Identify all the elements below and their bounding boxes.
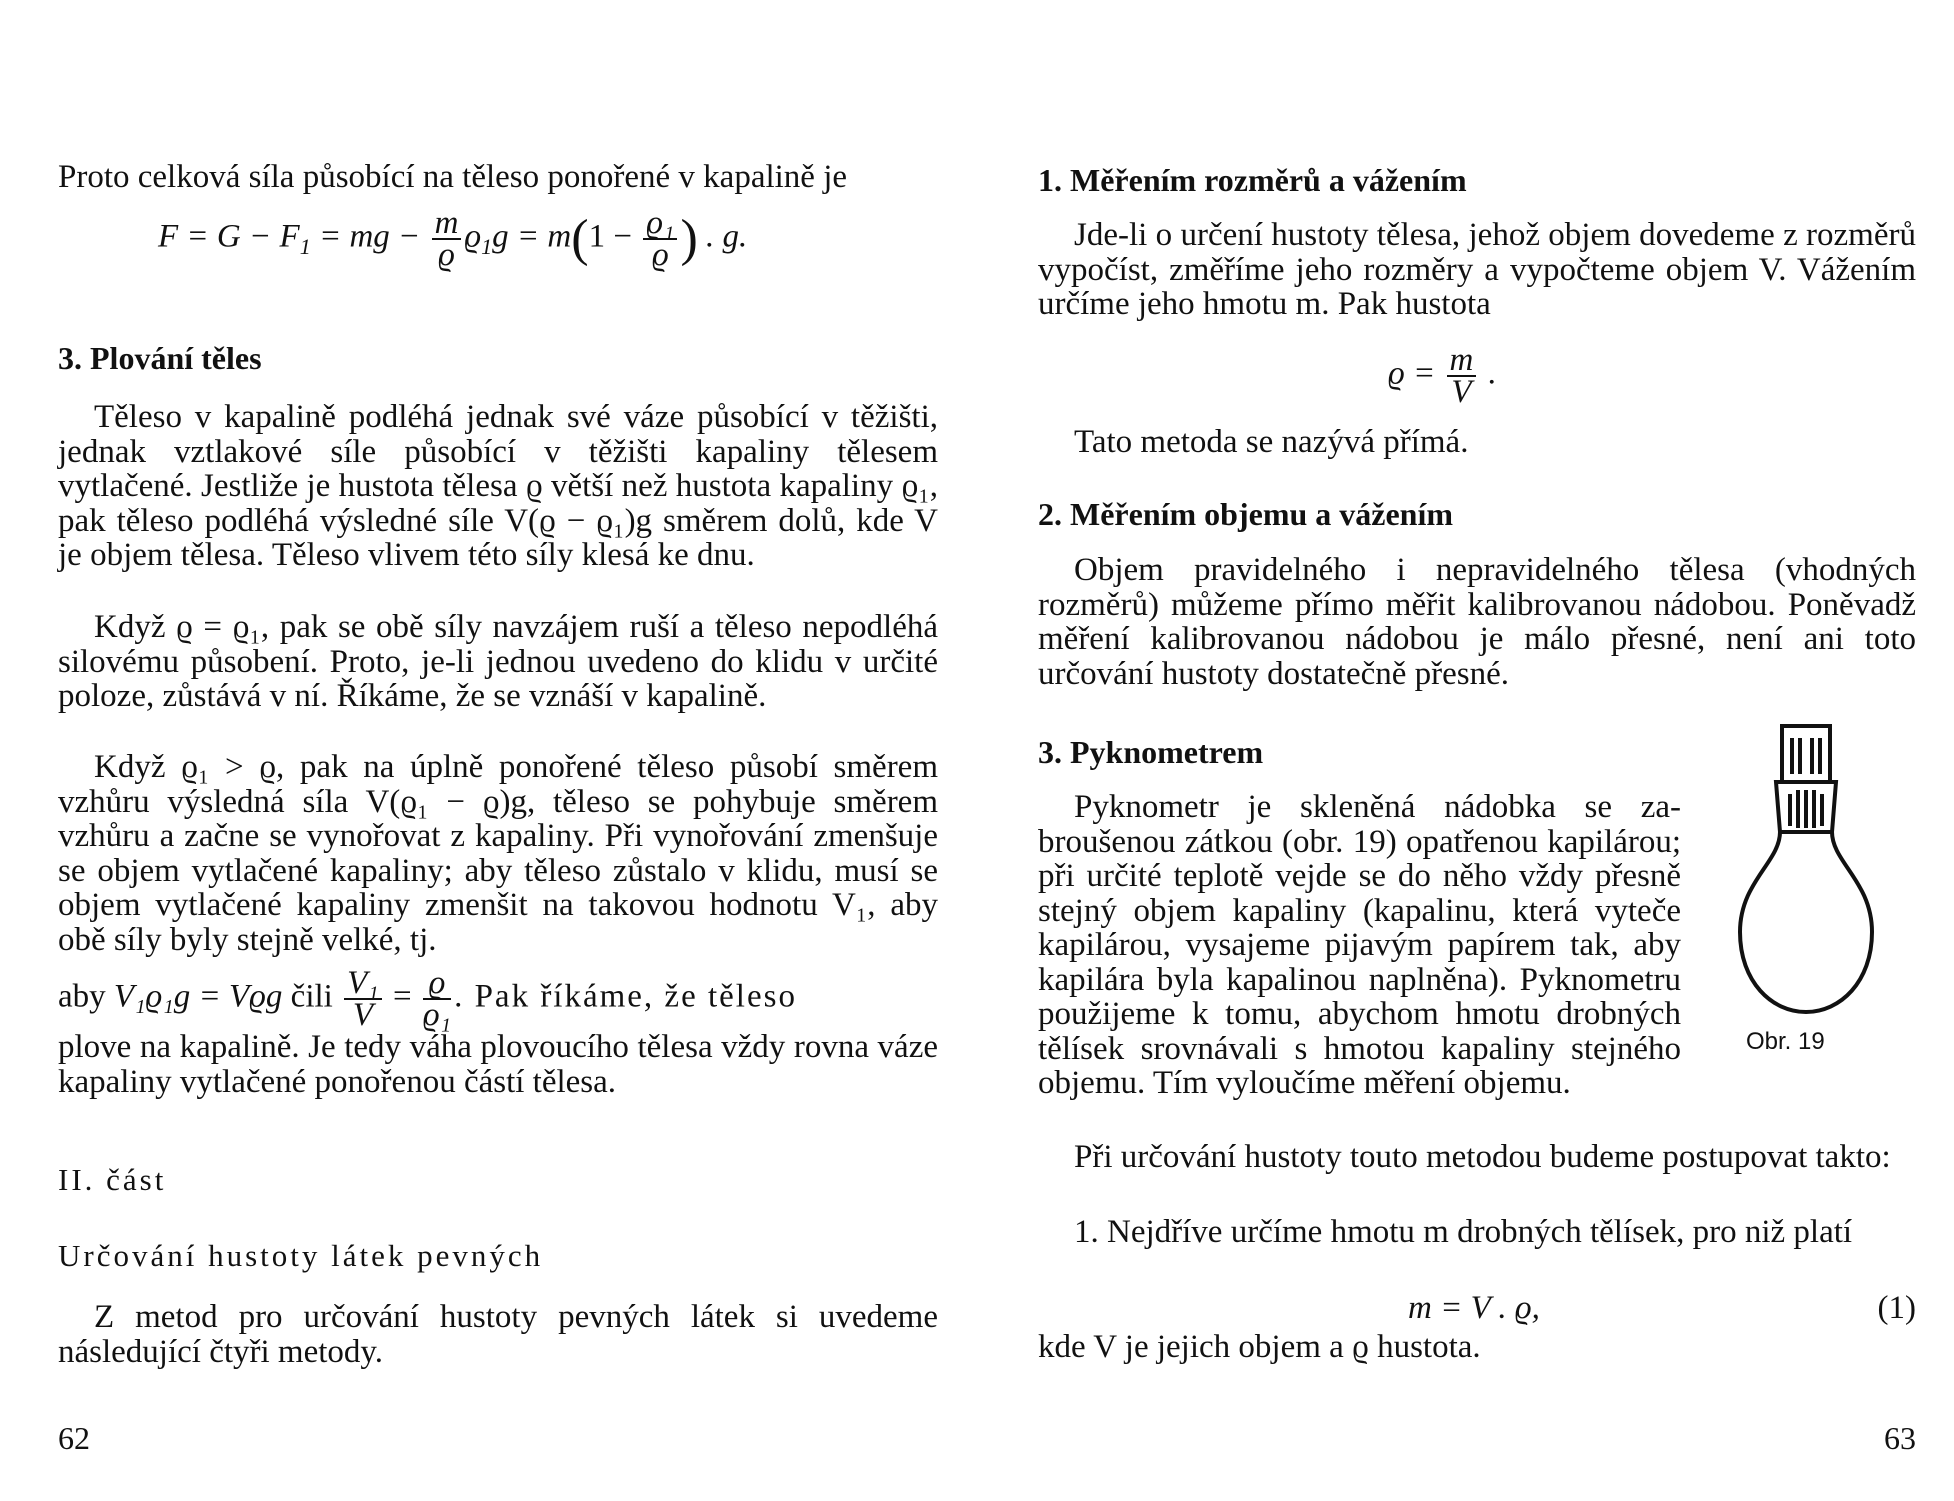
paragraph-metody: Z metod pro určování hustoty pevných látek si uvedeme následující čtyři metody. (58, 1299, 938, 1370)
paragraph-plovani-2: Když ϱ = ϱ₁, pak se obě síly navzájem ruší a těleso nepodléhá silovému působení. Proto, je-li jednou uvedeno do klidu v určité poloze, zůstává v ní. Říkáme, že se vznáší v kapalině. (58, 609, 938, 714)
force-eq-tail: . g. (697, 218, 748, 255)
figure-caption: Obr. 19 (1746, 1028, 1825, 1055)
paragraph-postup: Při určování hustoty touto metodou budeme postupovat takto: (1074, 1139, 1891, 1175)
left-page (58, 0, 938, 1501)
force-eq-frac2-den: ϱ (651, 237, 669, 273)
density-eq-den: V (1451, 374, 1472, 410)
density-eq-fraction (1447, 342, 1477, 410)
float-eq-fraction-rho (422, 965, 452, 1033)
force-eq-frac-den: ϱ (438, 237, 455, 273)
force-eq-fraction-rho (643, 205, 677, 273)
part-label: II. část (58, 1162, 167, 1197)
force-eq-sub1: 1 (299, 234, 311, 260)
float-eq-f2-num: ϱ (423, 968, 451, 1000)
paragraph-method-2: Objem pravidelného i nepravidelného tělesa (vhodných rozměrů) můžeme přímo měřit kalibrovanou nádobou. Poněvadž měření kalibrovanou nádobou je málo přesné, není ani toto určování hustoty dostatečně přesné. (1038, 552, 1916, 692)
intro-paragraph: Proto celková síla působící na těleso ponořené v kapalině je (58, 159, 848, 195)
force-eq-one-minus: 1 − (588, 218, 641, 255)
right-page (1038, 0, 1916, 1501)
page-number-left: 62 (58, 1420, 90, 1456)
pycnometer-figure (1736, 722, 1876, 1022)
force-eq-g-eq: g = m (492, 218, 572, 255)
paragraph-pyknometr: Pyknometr je skleněná nádobka se zabroušenou zátkou (obr. 19) opatřenou kapilárou; při určité teplotě vejde se do něho vždy přesně stejný objem kapaliny (kapalinu, která vyteče kapilárou, vysajeme pijavým papírem tak, aby kapilára byla kapalinou naplněna). Pyknometru použijeme k tomu, abychom hmotu drobných tělísek srovnávali s hmotou kapaliny stejného objemu. Tím vyloučíme měření objemu. (1038, 789, 1681, 1101)
float-eq-cili: čili (282, 978, 342, 1015)
float-eq-expr: V₁ϱ₁g = Vϱg (113, 978, 283, 1015)
paragraph-kde: kde V je jejich objem a ϱ hustota. (1038, 1329, 1481, 1365)
density-eq-tail: . (1479, 355, 1496, 392)
force-eq-frac-num: m (432, 208, 462, 240)
float-equation (58, 965, 938, 1033)
paragraph-plovani-3: Když ϱ₁ > ϱ, pak na úplně ponořené těleso působí směrem vzhůru výsledná síla V(ϱ₁ − ϱ)g, těleso se pohybuje směrem vzhůru a začne se vynořovat z kapaliny. Při vynořování zmenšuje se objem vytlačené kapaliny; aby těleso zůstalo v klidu, musí se objem vytlačené kapaliny zmenšit na takovou hodnotu V₁, aby obě síly byly stejně velké, tj. (58, 749, 938, 958)
density-eq-num: m (1447, 345, 1477, 377)
float-eq-suffix: . Pak říkáme, že těleso (454, 978, 797, 1015)
paragraph-prima: Tato metoda se nazývá přímá. (1074, 424, 1469, 460)
mass-eq-number: (1) (1877, 1290, 1916, 1326)
force-equation (158, 205, 938, 273)
force-eq-mid: = mg − (310, 218, 429, 255)
density-equation (1388, 342, 1496, 410)
part-title: Určování hustoty látek pevných (58, 1238, 544, 1273)
heading-mereni-rozmeru: 1. Měřením rozměrů a vážením (1038, 162, 1467, 198)
density-eq-lhs: ϱ = (1388, 355, 1444, 392)
force-eq-paren-left: ( (571, 210, 589, 267)
force-eq-rho-sub: 1 (481, 234, 493, 260)
float-eq-f1-den: V (352, 997, 373, 1033)
heading-pyknometrem: 3. Pyknometrem (1038, 734, 1264, 770)
paragraph-step-1: 1. Nejdříve určíme hmotu m drobných tělísek, pro niž platí (1074, 1214, 1853, 1250)
force-eq-frac2-num: ϱ₁ (643, 208, 677, 240)
float-eq-prefix: aby (58, 978, 114, 1015)
force-eq-rho: ϱ (464, 218, 482, 255)
force-eq-lhs: F = G − F (158, 218, 300, 255)
force-eq-paren-right: ) (680, 210, 698, 267)
heading-plovani-teles: 3. Plování těles (58, 340, 262, 376)
float-eq-equals: = (384, 978, 420, 1015)
page-number-right: 63 (1884, 1420, 1916, 1456)
float-eq-f2-den: ϱ₁ (422, 997, 452, 1033)
mass-eq-expr: m = V . ϱ, (1408, 1290, 1540, 1326)
float-eq-f1-num: V₁ (344, 968, 382, 1000)
paragraph-plovani-4: plove na kapalině. Je tedy váha plovoucího tělesa vždy rovna váze kapaliny vytlačené ponořenou částí tělesa. (58, 1029, 938, 1100)
paragraph-plovani-1: Těleso v kapalině podléhá jednak své váze působící v těžišti, jednak vztlakové síle působící v těžišti kapaliny tělesem vytlačené. Jestliže je hustota tělesa ϱ větší než hustota kapaliny ϱ₁, pak těleso podléhá výsledné síle V(ϱ − ϱ₁)g směrem dolů, kde V je objem tělesa. Těleso vlivem této síly klesá ke dnu. (58, 399, 938, 573)
float-eq-fraction-v (344, 965, 382, 1033)
force-eq-fraction-m-rho (432, 205, 462, 273)
heading-mereni-objemu: 2. Měřením objemu a vážením (1038, 496, 1454, 532)
paragraph-method-1: Jde-li o určení hustoty tělesa, jehož objem dovedeme z rozměrů vypočíst, změříme jeho rozměry a vypočteme objem V. Vážením určíme jeho hmotu m. Pak hustota (1038, 217, 1916, 322)
